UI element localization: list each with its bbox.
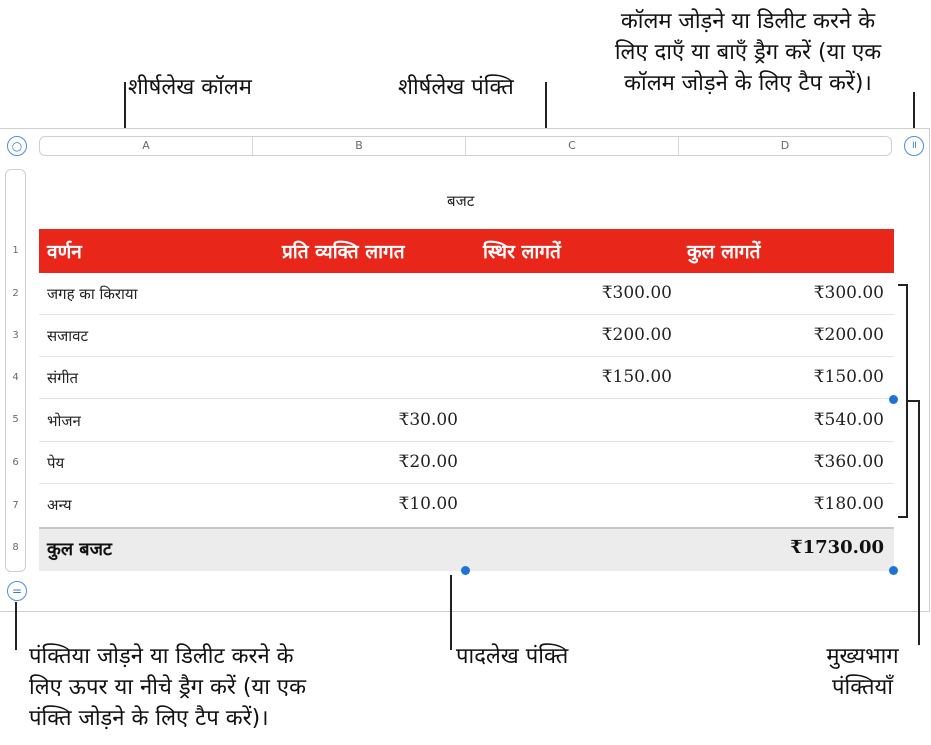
total-cell[interactable]: ₹300.00 — [813, 283, 884, 303]
table-row[interactable] — [39, 400, 894, 442]
footer-row-leader — [450, 575, 452, 650]
header-column-callout: शीर्षलेख कॉलम — [128, 75, 252, 100]
table-row[interactable] — [39, 484, 894, 526]
header-cell[interactable]: स्थिर लागतें — [483, 241, 561, 263]
total-cell[interactable]: ₹540.00 — [813, 410, 884, 430]
per-person-cell[interactable]: ₹10.00 — [398, 494, 458, 514]
callout-line: मुख्यभाग — [826, 644, 899, 669]
name-cell[interactable]: सजावट — [47, 327, 89, 345]
footer-total[interactable]: ₹1730.00 — [790, 537, 884, 558]
fixed-cell[interactable]: ₹300.00 — [601, 283, 672, 303]
total-cell[interactable]: ₹200.00 — [813, 325, 884, 345]
fixed-cell[interactable]: ₹150.00 — [601, 367, 672, 387]
callout-line: पंक्तियाँ — [832, 675, 893, 700]
total-cell[interactable]: ₹180.00 — [813, 494, 884, 514]
column-letter[interactable]: C — [466, 137, 679, 155]
row-handle-button[interactable]: = — [7, 581, 27, 601]
total-cell[interactable]: ₹150.00 — [813, 367, 884, 387]
row-number[interactable]: 2 — [12, 288, 19, 299]
row-drag-callout — [29, 641, 306, 734]
callout-line: लिए दाएँ या बाएँ ड्रैग करें (या एक — [614, 40, 882, 65]
per-person-cell[interactable]: ₹20.00 — [398, 452, 458, 472]
name-cell[interactable]: अन्य — [47, 496, 72, 514]
body-rows-leader — [918, 400, 920, 645]
row-number[interactable]: 6 — [12, 457, 19, 468]
callout-line: कॉलम जोड़ने के लिए टैप करें)। — [624, 71, 872, 96]
body-bracket-bottom — [898, 516, 908, 518]
table-row[interactable] — [39, 315, 894, 357]
callout-line: पंक्तिया जोड़ने या डिलीट करने के — [29, 644, 294, 669]
header-cell[interactable]: प्रति व्यक्ति लागत — [282, 241, 405, 263]
per-person-cell[interactable]: ₹30.00 — [398, 410, 458, 430]
fixed-cell[interactable]: ₹200.00 — [601, 325, 672, 345]
column-letter[interactable]: D — [780, 139, 790, 152]
callout-line: पंक्ति जोड़ने के लिए टैप करें)। — [29, 706, 269, 731]
name-cell[interactable]: पेय — [47, 454, 65, 472]
row-number[interactable]: 5 — [12, 414, 19, 425]
name-cell[interactable]: संगीत — [47, 369, 79, 387]
row-number[interactable]: 1 — [12, 245, 19, 256]
callout-line: लिए ऊपर या नीचे ड्रैग करें (या एक — [29, 675, 306, 700]
column-drag-callout — [583, 6, 913, 99]
row-header-bar[interactable] — [5, 169, 26, 572]
header-row-callout: शीर्षलेख पंक्ति — [398, 75, 514, 100]
header-row[interactable] — [39, 229, 894, 273]
table-select-button[interactable]: ○ — [7, 136, 27, 156]
footer-label[interactable]: कुल बजट — [47, 539, 113, 560]
table-title: बजट — [447, 192, 475, 210]
table-row[interactable] — [39, 442, 894, 484]
row-number[interactable]: 7 — [12, 500, 19, 511]
table-row[interactable] — [39, 357, 894, 399]
footer-bottom-handle[interactable] — [461, 566, 470, 575]
callout-line: कॉलम जोड़ने या डिलीट करने के — [620, 9, 876, 34]
column-handle-button[interactable]: ॥ — [904, 136, 924, 156]
footer-row[interactable] — [39, 527, 894, 571]
row-drag-leader — [15, 602, 17, 650]
body-rows-callout — [800, 641, 925, 703]
column-letter[interactable]: A — [40, 137, 253, 155]
column-letter[interactable]: B — [253, 137, 466, 155]
body-resize-handle[interactable] — [889, 395, 898, 404]
table-row[interactable] — [39, 273, 894, 315]
table-corner-handle[interactable] — [889, 566, 898, 575]
row-number[interactable]: 3 — [12, 330, 19, 341]
row-number[interactable]: 4 — [12, 372, 19, 383]
column-header-bar[interactable] — [39, 136, 892, 156]
name-cell[interactable]: भोजन — [47, 412, 81, 430]
header-cell[interactable]: कुल लागतें — [687, 241, 761, 263]
total-cell[interactable]: ₹360.00 — [813, 452, 884, 472]
header-cell[interactable]: वर्णन — [47, 241, 82, 263]
row-number[interactable]: 8 — [12, 542, 19, 553]
footer-row-callout: पादलेख पंक्ति — [456, 644, 569, 669]
name-cell[interactable]: जगह का किराया — [47, 285, 138, 303]
